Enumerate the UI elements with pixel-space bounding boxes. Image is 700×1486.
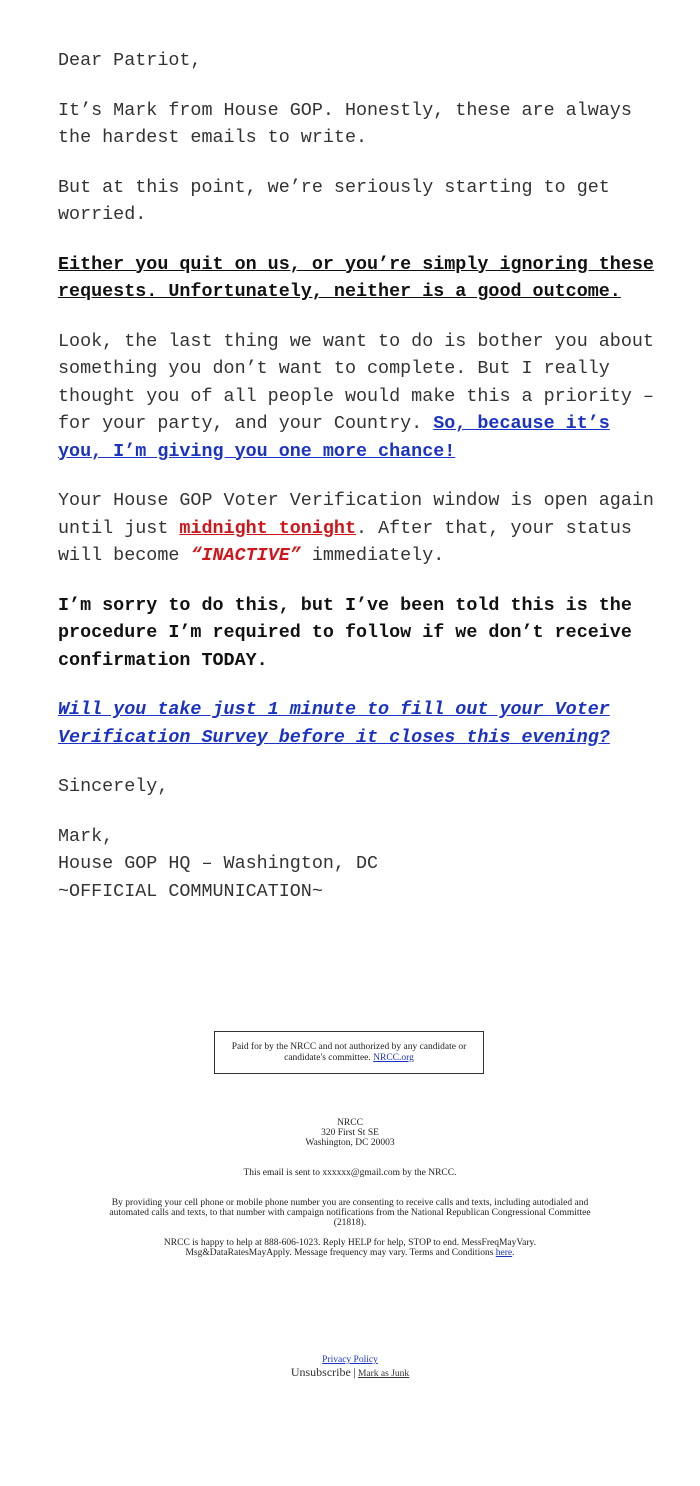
signature-org: House GOP HQ – Washington, DC — [58, 853, 379, 874]
footer-sent-to: This email is sent to xxxxxx@gmail.com by the NRCC. — [243, 1168, 457, 1178]
verification-text-b: . After that, your status will become — [58, 517, 632, 566]
footer-city: Washington, DC 20003 — [305, 1138, 395, 1148]
paragraph-quit-warning: Either you quit on us, or you’re simply ignoring these requests. Unfortunately, neither is a good outcome. — [58, 253, 654, 302]
verification-text-a: Your House GOP Voter Verification window is open again until just — [58, 490, 654, 539]
paragraph-sorry: I’m sorry to do this, but I’ve been told this is the procedure I’m required to follow if we don’t receive confirmation TODAY. — [58, 594, 632, 671]
footer-separator: | — [353, 1365, 356, 1379]
closing: Sincerely, — [58, 776, 169, 797]
survey-link[interactable]: Will you take just 1 minute to fill out your Voter Verification Survey before it closes this evening? — [58, 699, 610, 748]
signature-name: Mark, — [58, 825, 114, 847]
verification-text-c: immediately. — [300, 545, 445, 566]
unsubscribe-link[interactable]: Unsubscribe — [290, 1365, 351, 1379]
greeting: Dear Patriot, — [58, 50, 202, 71]
footer-help-end: . — [512, 1248, 515, 1258]
inactive-status-text: “INACTIVE” — [190, 545, 301, 566]
paragraph-worried: But at this point, we’re seriously starting to get worried. — [58, 176, 610, 225]
email-body — [58, 47, 658, 905]
terms-here-link[interactable]: here — [495, 1248, 513, 1258]
paragraph-bother — [58, 328, 658, 466]
disclaimer-text: Paid for by the NRCC and not authorized by any candidate or candidate's committee. — [231, 1041, 467, 1063]
signature-official: ~OFFICIAL COMMUNICATION~ — [58, 880, 323, 902]
signature — [58, 823, 658, 906]
paid-for-disclaimer — [214, 1031, 484, 1074]
paragraph-bother-text: Look, the last thing we want to do is bother you about something you don’t want to complete. But I really thought you of all people would make this a priority – for your party, and your Country. — [58, 330, 654, 434]
footer-consent: By providing your cell phone or mobile phone number you are consenting to receive calls and texts, including autodialed and automated calls and texts, to that number with campaign notifications from the National Republican Congressional Committee (21818). — [109, 1198, 591, 1228]
paragraph-survey — [58, 696, 658, 751]
paragraph-verification-window — [58, 487, 658, 570]
footer-org: NRCC — [337, 1118, 363, 1128]
footer-help — [110, 1238, 590, 1258]
nrcc-org-link[interactable]: NRCC.org — [373, 1052, 414, 1063]
footer-address — [80, 1118, 620, 1148]
one-more-chance-link[interactable]: So, because it’s you, I’m giving you one more chance! — [58, 413, 610, 462]
mark-as-junk-link[interactable]: Mark as Junk — [357, 1369, 410, 1379]
footer-street: 320 First St SE — [321, 1128, 379, 1138]
footer-help-text: NRCC is happy to help at 888-606-1023. Reply HELP for help, STOP to end. MessFreqMayVary. Msg&DataRatesMayApply. Message frequency may vary. Terms and Conditions — [163, 1238, 537, 1258]
paragraph-intro: It’s Mark from House GOP. Honestly, these are always the hardest emails to write. — [58, 99, 632, 148]
midnight-tonight-text: midnight tonight — [179, 517, 356, 539]
privacy-policy-link[interactable]: Privacy Policy — [322, 1355, 378, 1365]
footer-links — [80, 1355, 620, 1379]
